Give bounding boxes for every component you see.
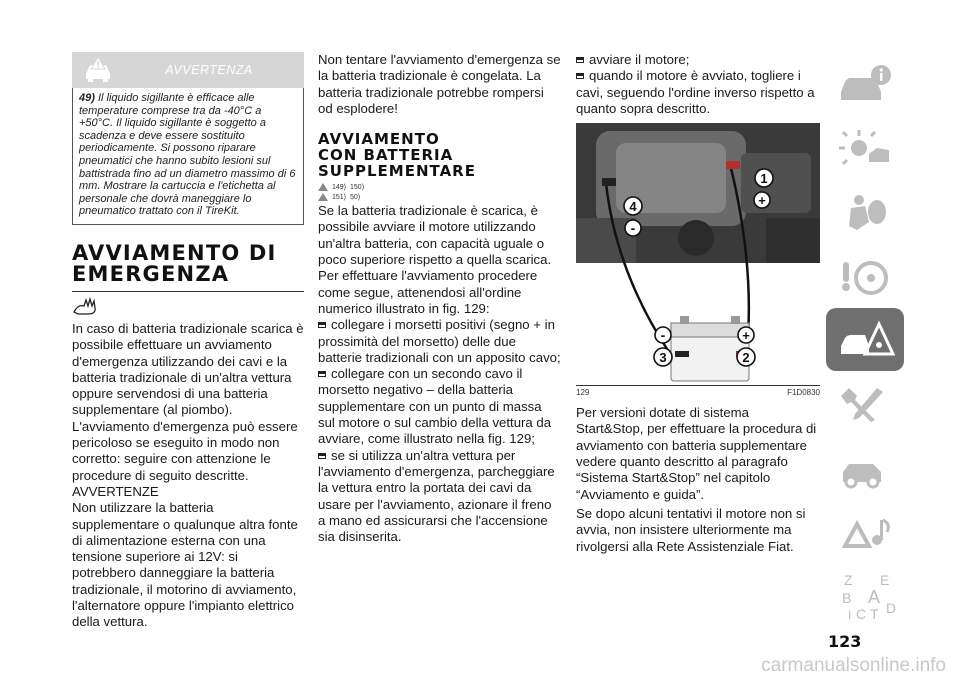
- svg-text:I: I: [848, 607, 852, 621]
- label-4: 4: [629, 199, 637, 215]
- tab-emergency[interactable]: [826, 308, 904, 371]
- page-number: 123: [828, 632, 862, 651]
- figure-caption: [576, 388, 820, 397]
- tab-technical-data[interactable]: [826, 436, 904, 499]
- warning-text: Il liquido sigillante è efficace alle temperature comprese tra da -40°C a +50°C. Il liquido sigillante è soggetto a scadenza e deve essere sostituito periodicamente. Si possono riparare pneumatici che hanno subito lesioni sul battistrada fino ad un diametro massimo di 6 mm. Mostrare la cartuccia e l'etichetta al personale che dovrà maneggiare lo pneumatico trattato con il TireKit.: [79, 92, 296, 218]
- list-item: quando il motore è avviato, togliere i cavi, seguendo l'ordine inverso rispetto a quanto sopra descritto.: [576, 68, 815, 116]
- warning-title: AVVERTENZA: [165, 63, 253, 77]
- column-right: [576, 52, 820, 555]
- note-ref: 150): [350, 183, 365, 191]
- technical-data-icon: [835, 446, 895, 490]
- multimedia-icon: [835, 510, 895, 554]
- section-title-line-2: EMERGENZA: [72, 261, 230, 286]
- figure-code: F1D0830: [787, 388, 820, 398]
- note-ref: 50): [350, 193, 361, 201]
- section-title-booster-start: [318, 131, 561, 179]
- caution-triangle-icon: [318, 193, 328, 201]
- tab-starting-driving[interactable]: [826, 244, 904, 307]
- tab-maintenance[interactable]: [826, 372, 904, 435]
- emergency-warning-icon: [835, 318, 895, 362]
- label-plus-engine: +: [758, 193, 766, 209]
- svg-text:D: D: [886, 599, 897, 616]
- svg-text:Z: Z: [844, 571, 853, 588]
- label-plus-battery: +: [742, 328, 750, 344]
- bullet-icon: [576, 57, 584, 63]
- bullet-icon: [576, 73, 584, 79]
- paragraph: Per effettuare l'avviamento procedere come segue, attenendosi all'ordine numerico illustrato in fig. 129:: [318, 268, 538, 316]
- section-body: [72, 321, 304, 631]
- label-3: 3: [659, 350, 667, 366]
- svg-text:C: C: [856, 605, 867, 621]
- hand-tool-icon: [72, 296, 102, 316]
- subheading-warnings: AVVERTENZE: [72, 483, 159, 499]
- warning-triangle-icon: [318, 183, 328, 191]
- list-item: collegare con un secondo cavo il morsetto negativo – della batteria supplementare con un punto di massa sul motore o sul cambio della vettura da avviare, come illustrato nella fig. 129;: [318, 366, 552, 447]
- bullet-icon: [318, 322, 326, 328]
- engine-battery-illustration: [576, 123, 820, 385]
- section-title-line-1: AVVIAMENTO: [318, 130, 440, 149]
- list-item: se si utilizza un'altra vettura per l'avviamento d'emergenza, parcheggiare la vettura entro la portata dei cavi da usare per l'avviamento, azionare il freno a mano ed assicurarsi che l'accensione sia disinserita.: [318, 447, 555, 545]
- label-2: 2: [742, 350, 750, 366]
- paragraph: L'avviamento d'emergenza può essere pericoloso se eseguito in modo non corretto: seguire con attenzione le procedure di seguito descritte.: [72, 418, 298, 483]
- tab-safety[interactable]: [826, 180, 904, 243]
- svg-text:B: B: [842, 589, 852, 606]
- note-ref: 149): [332, 183, 347, 191]
- tab-index[interactable]: [826, 564, 904, 627]
- svg-text:T: T: [870, 605, 879, 621]
- list-item: collegare i morsetti positivi (segno + in prossimità del morsetto) delle due batterie tradizionali con un apposito cavo;: [318, 317, 561, 365]
- column-middle: [318, 52, 561, 545]
- divider: [72, 291, 304, 292]
- index-icon: [830, 571, 900, 621]
- reference-notes: [318, 183, 561, 191]
- list-item: avviare il motore;: [576, 52, 820, 68]
- section-title-line-2: CON BATTERIA: [318, 146, 454, 165]
- steering-wheel-icon: [835, 254, 895, 298]
- bullet-icon: [318, 453, 326, 459]
- section-title-line-1: AVVIAMENTO DI: [72, 240, 277, 265]
- label-minus-battery: -: [660, 327, 666, 344]
- paragraph: Se la batteria tradizionale è scarica, è possibile avviare il motore utilizzando un'altra batteria, con capacità uguale o poco superiore rispetto a quella scarica.: [318, 203, 552, 268]
- svg-text:E: E: [880, 571, 890, 588]
- warning-header: [72, 52, 304, 88]
- section-title-line-3: SUPPLEMENTARE: [318, 162, 476, 181]
- watermark: carmanualsonline.info: [761, 655, 946, 676]
- paragraph: Per versioni dotate di sistema Start&Stop, per effettuare la procedura di avviamento con batteria supplementare vedere quanto descritto al paragrafo “Sistema Start&Stop” nel capitolo “Avviamento e guida”.: [576, 405, 817, 502]
- warning-box: [72, 88, 304, 225]
- tab-car-info[interactable]: [826, 52, 904, 115]
- label-1: 1: [760, 171, 768, 187]
- column-left: [72, 52, 304, 631]
- dashboard-lights-icon: [835, 126, 895, 170]
- section-title-emergency-start: [72, 240, 304, 286]
- paragraph: Se dopo alcuni tentativi il motore non si avvia, non insistere ulteriormente ma rivolgersi alla Rete Assistenziale Fiat.: [576, 505, 806, 554]
- warning-ref: 49): [79, 92, 95, 104]
- tab-multimedia[interactable]: [826, 500, 904, 563]
- bullet-icon: [318, 371, 326, 377]
- paragraph: Non utilizzare la batteria supplementare o qualunque altra fonte di alimentazione esterna con una tensione superiore ai 12V: si potrebbero danneggiare la batteria tradizionale, il motorino di avviamento, l'alternatore oppure l'impianto elettrico della vettura.: [72, 500, 298, 630]
- car-info-icon: [835, 62, 895, 106]
- paragraph: In caso di batteria tradizionale scarica è possibile effettuare un avviamento d'emergenza utilizzando dei cavi e la batteria tradizionale di un'altra vettura oppure servendosi di una batteria supplementare (al piombo).: [72, 320, 304, 418]
- maintenance-tools-icon: [835, 382, 895, 426]
- tab-dashboard[interactable]: [826, 116, 904, 179]
- chapter-tabs: [826, 52, 908, 628]
- airbag-safety-icon: [835, 190, 895, 234]
- figure-battery-connection: [576, 123, 820, 386]
- paragraph: Non tentare l'avviamento d'emergenza se la batteria tradizionale è congelata. La batteria tradizionale potrebbe rompersi od esplodere!: [318, 52, 561, 116]
- figure-number: 129: [576, 388, 590, 398]
- reference-notes: [318, 193, 561, 201]
- note-ref: 151): [332, 193, 347, 201]
- car-warning-icon: [82, 56, 114, 84]
- label-minus-engine: -: [630, 220, 636, 237]
- svg-text:A: A: [868, 586, 881, 607]
